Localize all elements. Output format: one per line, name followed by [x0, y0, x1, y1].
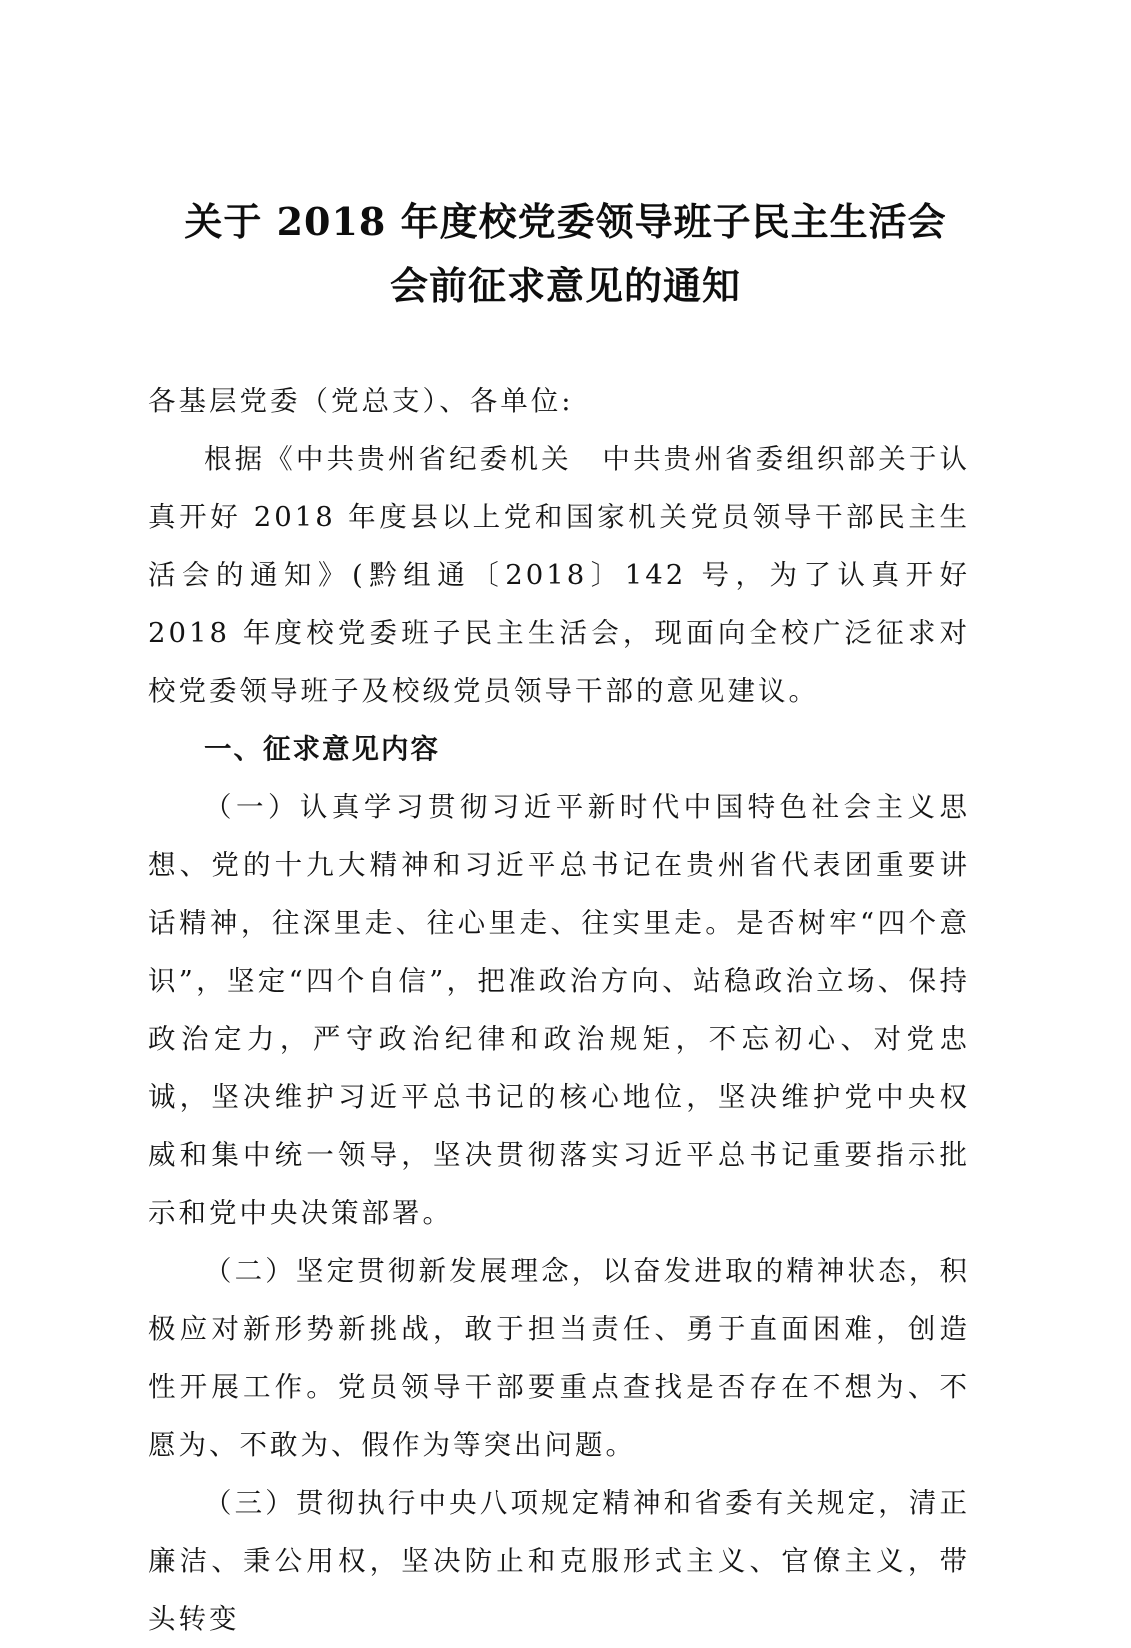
title-line-2: 会前征求意见的通知	[389, 263, 741, 308]
section-heading-1: 一、征求意见内容	[204, 733, 440, 765]
title-line-1: 关于 2018 年度校党委领导班子民主生活会	[184, 199, 947, 244]
document-body	[148, 372, 970, 1648]
item-paragraph-2: （二）坚定贯彻新发展理念，以奋发进取的精神状态，积极应对新形势新挑战，敢于担当责任、勇于直面困难，创造性开展工作。党员领导干部要重点查找是否存在不想为、不愿为、不敢为、假作为等突出问题。	[148, 1255, 970, 1461]
salutation: 各基层党委（党总支）、各单位:	[148, 385, 574, 417]
item-paragraph-1: （一）认真学习贯彻习近平新时代中国特色社会主义思想、党的十九大精神和习近平总书记在贵州省代表团重要讲话精神，往深里走、往心里走、往实里走。是否树牢“四个意识”，坚定“四个自信”，把准政治方向、站稳政治立场、保持政治定力，严守政治纪律和政治规矩，不忘初心、对党忠诚，坚决维护习近平总书记的核心地位，坚决维护党中央权威和集中统一领导，坚决贯彻落实习近平总书记重要指示批示和党中央决策部署。	[148, 791, 970, 1229]
document-title	[0, 190, 1131, 318]
intro-paragraph: 根据《中共贵州省纪委机关 中共贵州省委组织部关于认真开好 2018 年度县以上党和国家机关党员领导干部民主生活会的通知》(黔组通〔2018〕142 号，为了认真开好 2018 年度校党委班子民主生活会，现面向全校广泛征求对校党委领导班子及校级党员领导干部的意见建议。	[148, 443, 970, 707]
item-paragraph-3: （三）贯彻执行中央八项规定精神和省委有关规定，清正廉洁、秉公用权，坚决防止和克服形式主义、官僚主义，带头转变	[148, 1487, 970, 1635]
